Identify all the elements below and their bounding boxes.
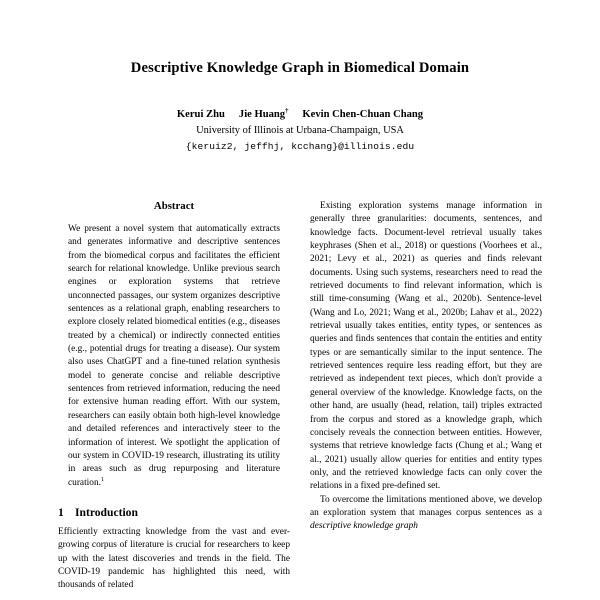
author-entry (177, 108, 225, 122)
page-title: Descriptive Knowledge Graph in Biomedical Domain (130, 60, 470, 76)
author-name: Kerui Zhu (176, 108, 225, 120)
two-column-body (58, 200, 542, 600)
right-paragraph-2 (310, 494, 542, 534)
abstract-paragraph (68, 223, 280, 490)
affiliation: University of Illinois at Urbana-Champaign, USA (196, 124, 404, 136)
author-name: Jie Huang (238, 108, 286, 120)
introduction-paragraph: Efficiently extracting knowledge from the vast and ever-growing corpus of literature is crucial for researchers to keep up with the latest discoveries and trends in the field. The COVID-19 pandemic has highlighted this need, with thousands of related (58, 526, 290, 591)
author-emails: {keruiz2, jeffhj, kcchang}@illinois.edu (185, 140, 415, 152)
right-column (310, 200, 542, 600)
left-column (58, 200, 290, 600)
abstract-heading: Abstract (153, 200, 195, 212)
author-list (58, 108, 542, 122)
section-title: Introduction (75, 505, 138, 519)
right-paragraph-1: Existing exploration systems manage information in generally three granularities: documents, sentences, and knowledge facts. Document-level retrieval usually takes keyphrases (Shen et al., 2018) or questions (Voorhees et al., 2021; Levy et al., 2021) as queries and finds relevant documents. Using such systems, researchers need to read the retrieved documents to find relevant information, which is still time-consuming (Wang et al., 2020b). Sentence-level (Wang and Lo, 2021; Wang et al., 2020b; Lahav et al., 2022) retrieval usually takes entities, entity types, or sentences as queries and finds sentences that contain the entities and entity types or are semantically similar to the input sentence. The retrieved sentences require less reading effort, but they are retrieved as independent text pieces, which don't provide a general overview of the knowledge. Knowledge facts, on the other hand, are usually (head, relation, tail) triples extracted from the corpus and stored as a knowledge graph, which concisely reveals the connection between entities. However, systems that retrieve knowledge facts (Chung et al.; Wang et al., 2021) usually allow queries for entities and entity types only, and the retrieved knowledge facts can only cover the relations in a fixed pre-defined set. (310, 201, 542, 492)
italic-term: descriptive knowledge graph (310, 521, 418, 532)
author-name: Kevin Chen-Chuan Chang (302, 108, 424, 120)
author-marker: † (285, 106, 289, 114)
footnote-marker: 1 (100, 475, 105, 483)
author-entry (302, 108, 423, 122)
abstract-text: We present a novel system that automatically extracts and generates informative and descriptive sentences from the biomedical corpus and facilitates the efficient search for relational knowledge. Unlike previous search engines or exploration systems that retrieve unconnected passages, our system organizes descriptive sentences as a relational graph, enabling researchers to explore closely related biomedical entities (e.g., diseases treated by a chemical) or indirectly connected entities (e.g., potential drugs for treating a disease). Our system also uses ChatGPT and a fine-tuned relation synthesis model to generate concise and reliable descriptive sentences from retrieved information, reducing the need for extensive human reading effort. With our system, researchers can easily obtain both high-level knowledge and detailed references and interactively steer to the information of interest. We spotlight the application of our system in COVID-19 research, illustrating its utility in areas such as drug repurposing and literature curation. (68, 224, 280, 488)
section-heading-introduction (58, 506, 290, 519)
author-entry (239, 108, 289, 122)
right-paragraph-2-text: To overcome the limitations mentioned above, we develop an exploration system that manages corpus sentences as a (310, 494, 542, 518)
section-number: 1 (58, 505, 64, 519)
abstract-block (58, 200, 290, 490)
